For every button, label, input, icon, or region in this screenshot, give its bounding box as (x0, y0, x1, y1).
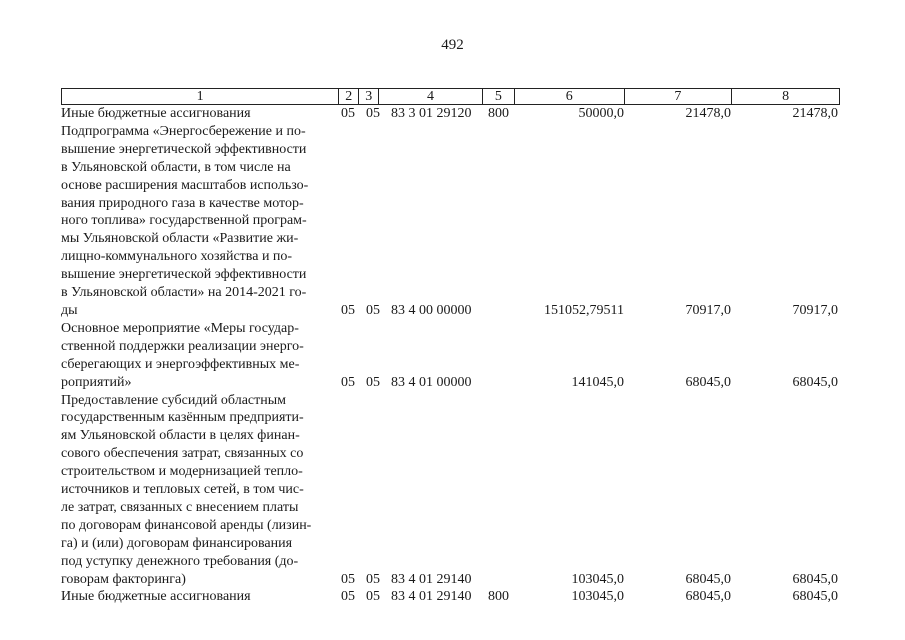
row-rz: 05 (341, 571, 355, 587)
header-col-1: 1 (62, 89, 339, 104)
table-row (61, 392, 840, 589)
row-csr: 83 4 01 29140 (391, 571, 472, 587)
row-value-7: 68045,0 (685, 571, 731, 587)
row-name: Основное мероприятие «Меры государ- ственной поддержки реализации энерго- сберегающих и энергоэффективных ме- роприятий» (61, 320, 304, 390)
row-rz: 05 (341, 106, 355, 121)
row-pr: 05 (366, 302, 380, 318)
row-rz: 05 (341, 589, 355, 605)
row-value-8: 68045,0 (792, 589, 838, 605)
page-number: 492 (441, 37, 464, 53)
row-csr: 83 4 00 00000 (391, 302, 472, 318)
row-name: Подпрограмма «Энергосбережение и по- вышение энергетической эффективности в Ульяновской области, в том числе на основе расширения масштабов использо- вания природного газа в качестве мотор- ного топлива» государственной програм- мы Ульяновской области «Развитие жи- лищно-коммунального хозяйства и по- вышение энергетической эффективности в Ульяновской области» на 2014-2021 го- ды (61, 123, 309, 318)
row-value-6: 141045,0 (571, 374, 624, 390)
row-value-7: 21478,0 (685, 106, 731, 121)
table-body (61, 105, 840, 606)
header-col-7: 7 (625, 89, 733, 104)
row-value-6: 103045,0 (571, 571, 624, 587)
row-pr: 05 (366, 374, 380, 390)
row-rz: 05 (341, 302, 355, 318)
row-value-6: 103045,0 (571, 589, 624, 605)
row-value-8: 70917,0 (792, 302, 838, 318)
header-col-3: 3 (359, 89, 379, 104)
row-value-7: 70917,0 (685, 302, 731, 318)
row-value-7: 68045,0 (685, 589, 731, 605)
row-value-8: 68045,0 (792, 571, 838, 587)
row-value-7: 68045,0 (685, 374, 731, 390)
table-header (61, 88, 840, 105)
row-name: Предоставление субсидий областным государственным казённым предприяти- ям Ульяновской области в целях финан- сового обеспечения затрат, связанных со строительством и модернизацией тепло- источников и тепловых сетей, в том чис- ле затрат, связанных с внесением платы по договорам финансовой аренды (лизин- га) и (или) договорам финансирования под уступку денежного требования (до- говорам факторинга) (61, 392, 312, 587)
row-rz: 05 (341, 374, 355, 390)
row-vr: 800 (488, 589, 509, 605)
header-col-8: 8 (782, 89, 790, 104)
row-name: Иные бюджетные ассигнования (61, 106, 251, 121)
row-value-8: 68045,0 (792, 374, 838, 390)
table-row (61, 320, 840, 392)
row-pr: 05 (366, 106, 380, 121)
row-pr: 05 (366, 589, 380, 605)
row-csr: 83 4 01 29140 (391, 589, 472, 605)
row-vr: 800 (488, 106, 509, 121)
row-csr: 83 3 01 29120 (391, 106, 472, 121)
row-value-8: 21478,0 (792, 106, 838, 121)
header-col-5: 5 (483, 89, 515, 104)
header-col-2: 2 (339, 89, 359, 104)
row-csr: 83 4 01 00000 (391, 374, 472, 390)
table-row (61, 588, 840, 606)
table-row (61, 123, 840, 320)
row-pr: 05 (366, 571, 380, 587)
header-col-4: 4 (379, 89, 483, 104)
row-value-6: 50000,0 (578, 106, 624, 121)
row-name: Иные бюджетные ассигнования (61, 589, 251, 605)
table-row (61, 105, 840, 123)
header-col-6: 6 (515, 89, 625, 104)
row-value-6: 151052,79511 (544, 302, 624, 318)
